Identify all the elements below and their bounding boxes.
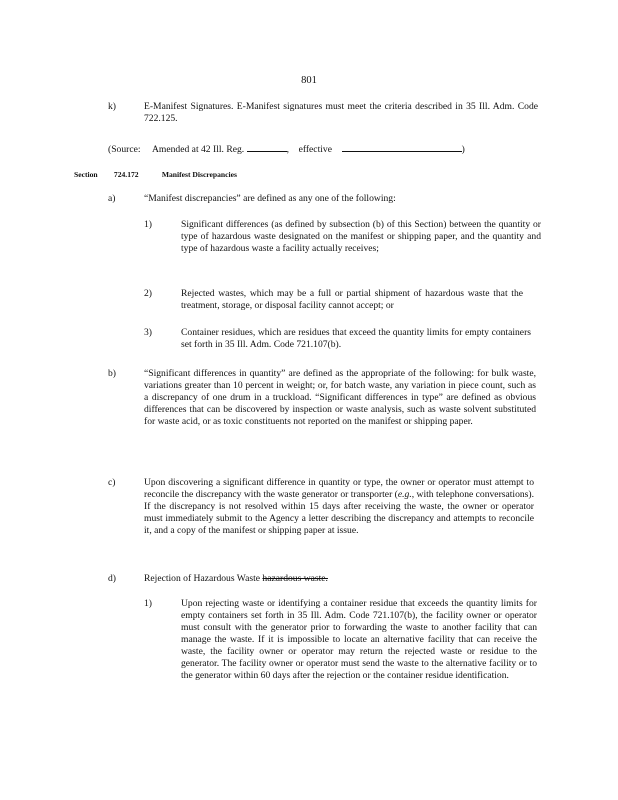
page-number: 801 — [301, 75, 317, 86]
item-label-k: k) — [108, 101, 116, 112]
source-note — [108, 142, 528, 156]
d-struck-text: hazardous waste. — [262, 573, 328, 584]
source-comma: , — [286, 144, 289, 155]
d-heading: Rejection of Hazardous Waste — [144, 573, 261, 584]
source-amended: Amended at 42 Ill. Reg. — [151, 144, 245, 155]
paragraph-k: E-Manifest Signatures. E-Manifest signatures must meet the criteria described in 35 Ill. Adm. Code 722.125. — [144, 101, 538, 124]
section-number: 724.172 — [113, 170, 139, 179]
paragraph-d1: Upon rejecting waste or identifying a container residue that exceeds the quantity limits for empty containers set forth in 35 Ill. Adm. Code 721.107(b), the facility owner or operator must consult with the generator prior to forwarding the waste to another facility that can manage the waste. If it is impossible to locate an alternative facility that can receive the waste, the facility owner or operator may return the rejected waste or residue to the generator. The facility owner or operator must send the waste to the alternative facility or to the generator within 60 days after the rejection or the container residue identification. — [181, 598, 537, 681]
paragraph-a3: Container residues, which are residues that exceed the quantity limits for empty containers set forth in 35 Ill. Adm. Code 721.107(b). — [181, 327, 531, 350]
paragraph-c — [144, 477, 534, 537]
item-label-a2: 2) — [144, 288, 152, 299]
section-heading — [74, 169, 237, 181]
item-label-a3: 3) — [144, 327, 152, 338]
source-effective: effective — [298, 144, 332, 155]
item-label-a1: 1) — [144, 219, 152, 230]
paragraph-a1: Significant differences (as defined by subsection (b) of this Section) between the quantity or type of hazardous waste designated on the manifest or shipping paper, and the quantity and type of hazardous waste a facility actually receives; — [181, 219, 541, 254]
paragraph-b: “Significant differences in quantity” are defined as the appropriate of the following: for bulk waste, variations greater than 10 percent in weight; or, for batch waste, any variation in piece count, such as a discrepancy of one drum in a truckload. “Significant differences in type” are defined as obvious differences that can be discovered by inspection or waste analysis, such as waste solvent substituted for waste acid, or as toxic constituents not reported on the manifest or shipping paper. — [144, 368, 536, 427]
effective-blank — [342, 142, 462, 152]
item-label-d: d) — [108, 573, 116, 584]
item-label-c: c) — [108, 477, 116, 488]
paragraph-a2: Rejected wastes, which may be a full or partial shipment of hazardous waste that the treatment, storage, or disposal facility cannot accept; or — [181, 288, 523, 311]
paragraph-c-part1: Upon discovering a significant difference in quantity or type, the owner or operator must attempt to reconcile the discrepancy with the waste generator or transporter ( — [144, 477, 534, 500]
source-open: (Source: — [108, 144, 141, 155]
section-word: Section — [74, 170, 98, 179]
paragraph-c-part2: , with telephone conversations). If the discrepancy is not resolved within 15 days after receiving the waste, the owner or operator must immediately submit to the Agency a letter describing the discrepancy and attempts to reconcile it, and a copy of the manifest or shipping paper at issue. — [144, 489, 535, 536]
paragraph-d-heading — [144, 573, 444, 585]
eg-abbrev: e.g. — [397, 489, 412, 500]
item-label-d1: 1) — [144, 598, 152, 609]
register-blank — [247, 142, 287, 152]
section-title: Manifest Discrepancies — [161, 170, 237, 179]
item-label-a: a) — [108, 193, 116, 204]
source-close: ) — [461, 144, 465, 155]
item-label-b: b) — [108, 368, 116, 379]
paragraph-a: “Manifest discrepancies” are defined as any one of the following: — [144, 193, 396, 204]
